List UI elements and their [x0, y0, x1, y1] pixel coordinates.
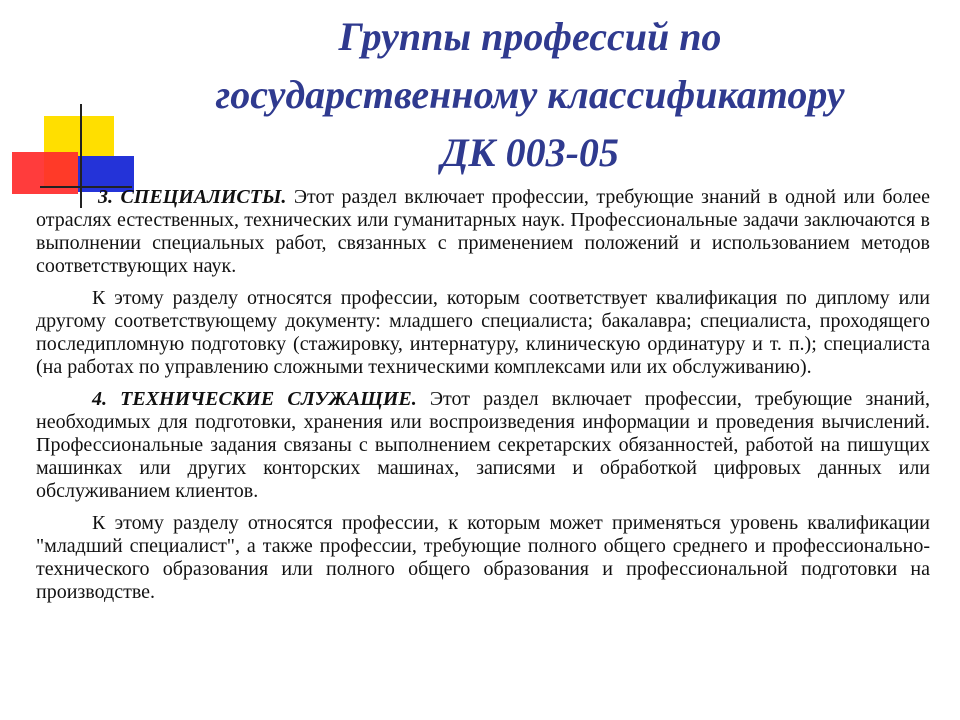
slide-title-line: Группы профессий по [338, 14, 722, 59]
paragraph-specialists-qualification [36, 287, 930, 379]
paragraph-text: К этому разделу относятся профессии, к которым может применяться уровень квалификации "младший специалист", а также профессии, требующие полного общего среднего и профессионально-технического образования или полного общего образования и профессиональной подготовки на производстве. [36, 512, 930, 603]
paragraph-technical-staff-qualification [36, 512, 930, 604]
section-heading: 3. СПЕЦИАЛИСТЫ. [98, 186, 287, 208]
section-heading: 4. ТЕХНИЧЕСКИЕ СЛУЖАЩИЕ. [92, 388, 417, 410]
slide-body [36, 186, 930, 613]
paragraph-text: Этот раздел включает профессии, требующие знаний, необходимых для подготовки, хранения или воспроизведения информации и проведения вычислений. Профессиональные задания связаны с выполнением секретарских обязанностей, работой на пишущих машинках или других конторских машинах, записями и обработкой цифровых данных или обслуживанием клиентов. [36, 388, 930, 502]
slide-title-line: ДК 003-05 [441, 130, 619, 175]
slide-title [130, 8, 930, 182]
paragraph-text: К этому разделу относятся профессии, которым соответствует квалификация по диплому или другому соответствующему документу: младшего специалиста; бакалавра; специалиста, проходящего последипломную подготовку (стажировку, интернатуру, клиническую ординатуру и т. п.); специалиста (на работах по управлению сложными техническими комплексами или их обслуживанию). [36, 287, 930, 378]
paragraph-specialists [36, 186, 930, 278]
paragraph-text: Этот раздел включает профессии, требующие знаний в одной или более отраслях естественных, технических или гуманитарных наук. Профессиональные задачи заключаются в выполнении специальных работ, связанных с применением положений и использованием методов соответствующих наук. [36, 186, 930, 277]
paragraph-technical-staff [36, 388, 930, 503]
slide-title-line: государственному классификатору [215, 72, 845, 117]
